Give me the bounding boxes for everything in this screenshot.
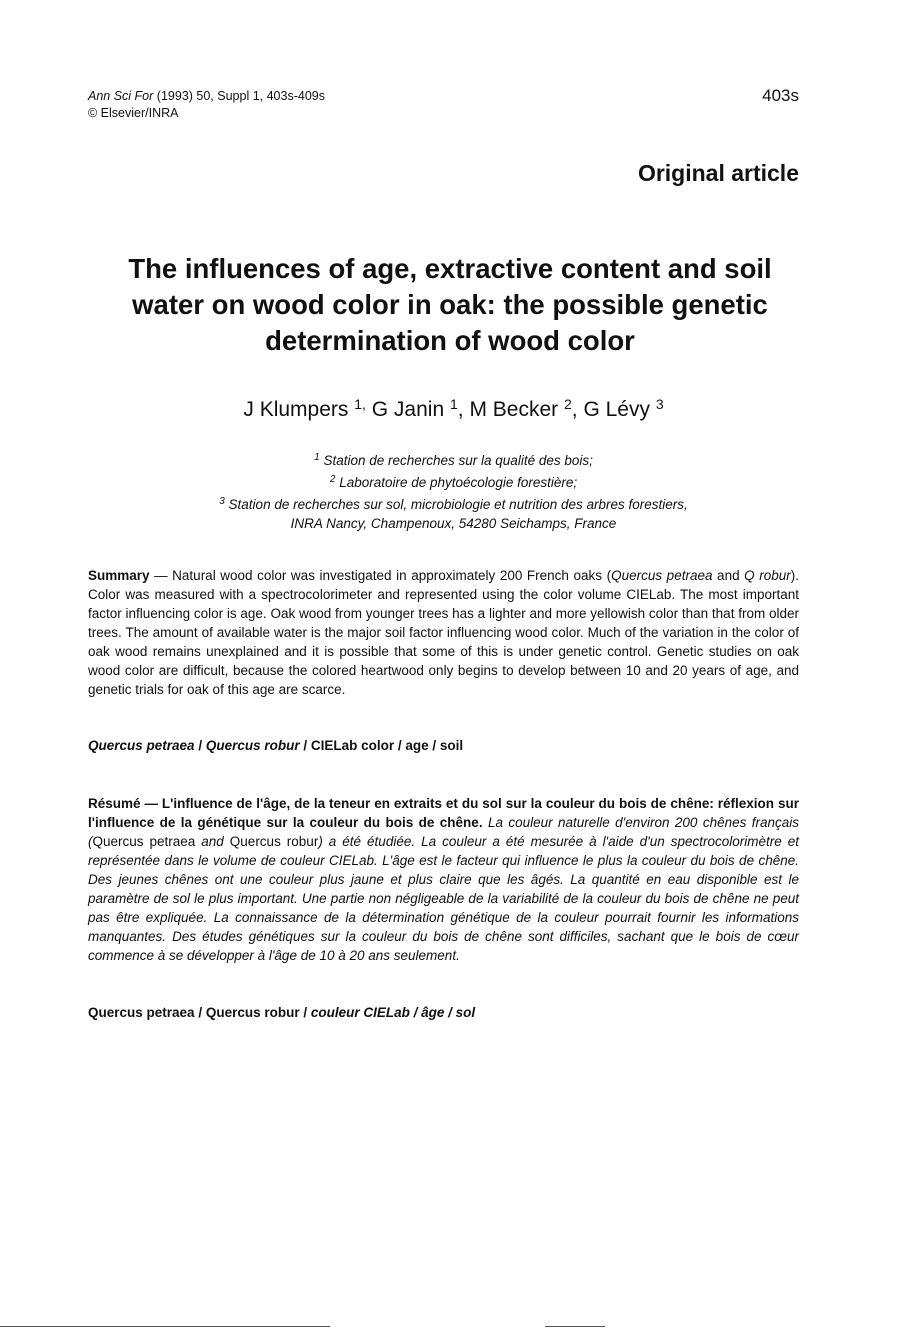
author-affiliation-mark: 2	[563, 396, 572, 412]
affiliation-line	[60, 514, 847, 533]
keyword-separator: /	[194, 1005, 206, 1020]
affiliation-mark: 2	[329, 474, 336, 485]
species-name: Quercus robur	[229, 834, 319, 849]
resume-text: and	[195, 834, 230, 849]
citation-details: (1993) 50, Suppl 1, 403s-409s	[156, 89, 325, 103]
resume-title: Résumé — L'influence de l'âge, de la teneur en extraits et du sol sur la couleur du bois de chêne: réflexion sur l'influence de la génétique sur la couleur du bois de chêne.	[88, 796, 799, 830]
citation-line	[88, 88, 325, 105]
keyword: Quercus petraea	[88, 738, 195, 753]
affiliation-text: INRA Nancy, Champenoux, 54280 Seichamps, France	[290, 516, 617, 531]
summary-paragraph	[88, 566, 799, 699]
title-line-2: water on wood color in oak: the possible genetic	[132, 289, 768, 320]
keyword: / CIELab color / age / soil	[299, 738, 464, 753]
summary-text: and	[712, 568, 745, 583]
species-name: Quercus petraea	[92, 834, 196, 849]
affiliation-mark: 1	[314, 452, 320, 463]
keyword-separator: /	[299, 1005, 311, 1020]
title-line-1: The influences of age, extractive content and soil	[128, 253, 772, 284]
author-name: G Lévy	[583, 398, 650, 421]
author-name: G Janin	[371, 398, 445, 421]
scan-edge-line	[0, 1326, 330, 1327]
keyword: Quercus petraea	[88, 1005, 195, 1020]
author-list: J Klumpers $^{1,}$ G Janin $^1$, M Becker $^2$, G Lévy $^3$	[243, 396, 664, 421]
summary-dash: —	[149, 568, 173, 583]
affiliation-text: Laboratoire de phytoécologie forestière;	[339, 475, 578, 490]
title-line-3: determination of wood color	[265, 325, 635, 356]
author-affiliation-mark: 1	[449, 396, 458, 412]
author-affiliation-mark: 3	[655, 396, 664, 412]
affiliation-line	[60, 448, 847, 470]
summary-text: Natural wood color was investigated in approximately 200 French oaks (	[172, 568, 612, 583]
keyword: Quercus robur	[205, 1005, 300, 1020]
species-name: Quercus petraea	[611, 568, 713, 583]
copyright: © Elsevier/INRA	[88, 106, 179, 120]
resume-text: ) a été étudiée. La couleur a été mesurée à l'aide d'un spectrocolorimètre et représentée dans le volume de couleur CIELab. L'âge est le facteur qui influence le plus la couleur du bois de chêne. Des jeunes chênes ont une couleur plus jaune et plus claire que les âgés. La quantité en eau disponible est le paramètre de sol le plus important. Une partie non négligeable de la variabilité de la couleur du bois de chêne ne peut pas être expliquée. La connaissance de la détermination génétique de la couleur pourrait fournir les informations manquantes. Des études génétiques sur la couleur du bois de chêne sont difficiles, sachant que le bois de cœur commence à se développer à l'âge de 10 à 20 ans seulement.	[88, 834, 800, 963]
author-name: M Becker	[469, 398, 559, 421]
resume-text: La couleur naturelle d'environ 200 chênes français (	[88, 815, 799, 849]
resume-paragraph	[88, 794, 799, 965]
journal-citation	[88, 88, 325, 122]
affiliation-text: Station de recherches sur la qualité des bois;	[323, 453, 593, 468]
affiliations	[60, 448, 847, 533]
keyword: Quercus robur	[205, 738, 300, 753]
keyword: couleur CIELab / âge / sol	[310, 1005, 476, 1020]
species-name: Q robur	[744, 568, 791, 583]
scan-edge-line	[545, 1326, 605, 1327]
author-affiliation-mark: 1,	[354, 396, 366, 412]
affiliation-text: Station de recherches sur sol, microbiologie et nutrition des arbres forestiers,	[228, 497, 688, 512]
journal-name: Ann Sci For	[88, 89, 154, 103]
affiliation-line	[60, 492, 847, 514]
summary-text: ). Color was measured with a spectrocolorimeter and represented using the color volume CIELab. The most important factor influencing color is age. Oak wood from younger trees has a lighter and more yellowish color than that from older trees. The amount of available water is the major soil factor influencing wood color. Much of the variation in the color of oak wood remains unexplained and it is possible that some of this is under genetic control. Genetic studies on oak wood color are difficult, because the colored heartwood only begins to develop between 10 and 20 years of age, and genetic trials for oak of this age are scarce.	[88, 568, 799, 697]
page-number: 403s	[762, 86, 799, 105]
keywords-french	[88, 1003, 475, 1022]
keywords-english	[88, 736, 463, 755]
affiliation-line	[60, 470, 847, 492]
keyword-separator: /	[194, 738, 206, 753]
article-type: Original article	[637, 160, 799, 186]
affiliation-mark: 3	[219, 496, 225, 507]
summary-label: Summary	[88, 568, 150, 583]
article-title	[80, 251, 820, 359]
author-name: J Klumpers	[243, 398, 349, 421]
